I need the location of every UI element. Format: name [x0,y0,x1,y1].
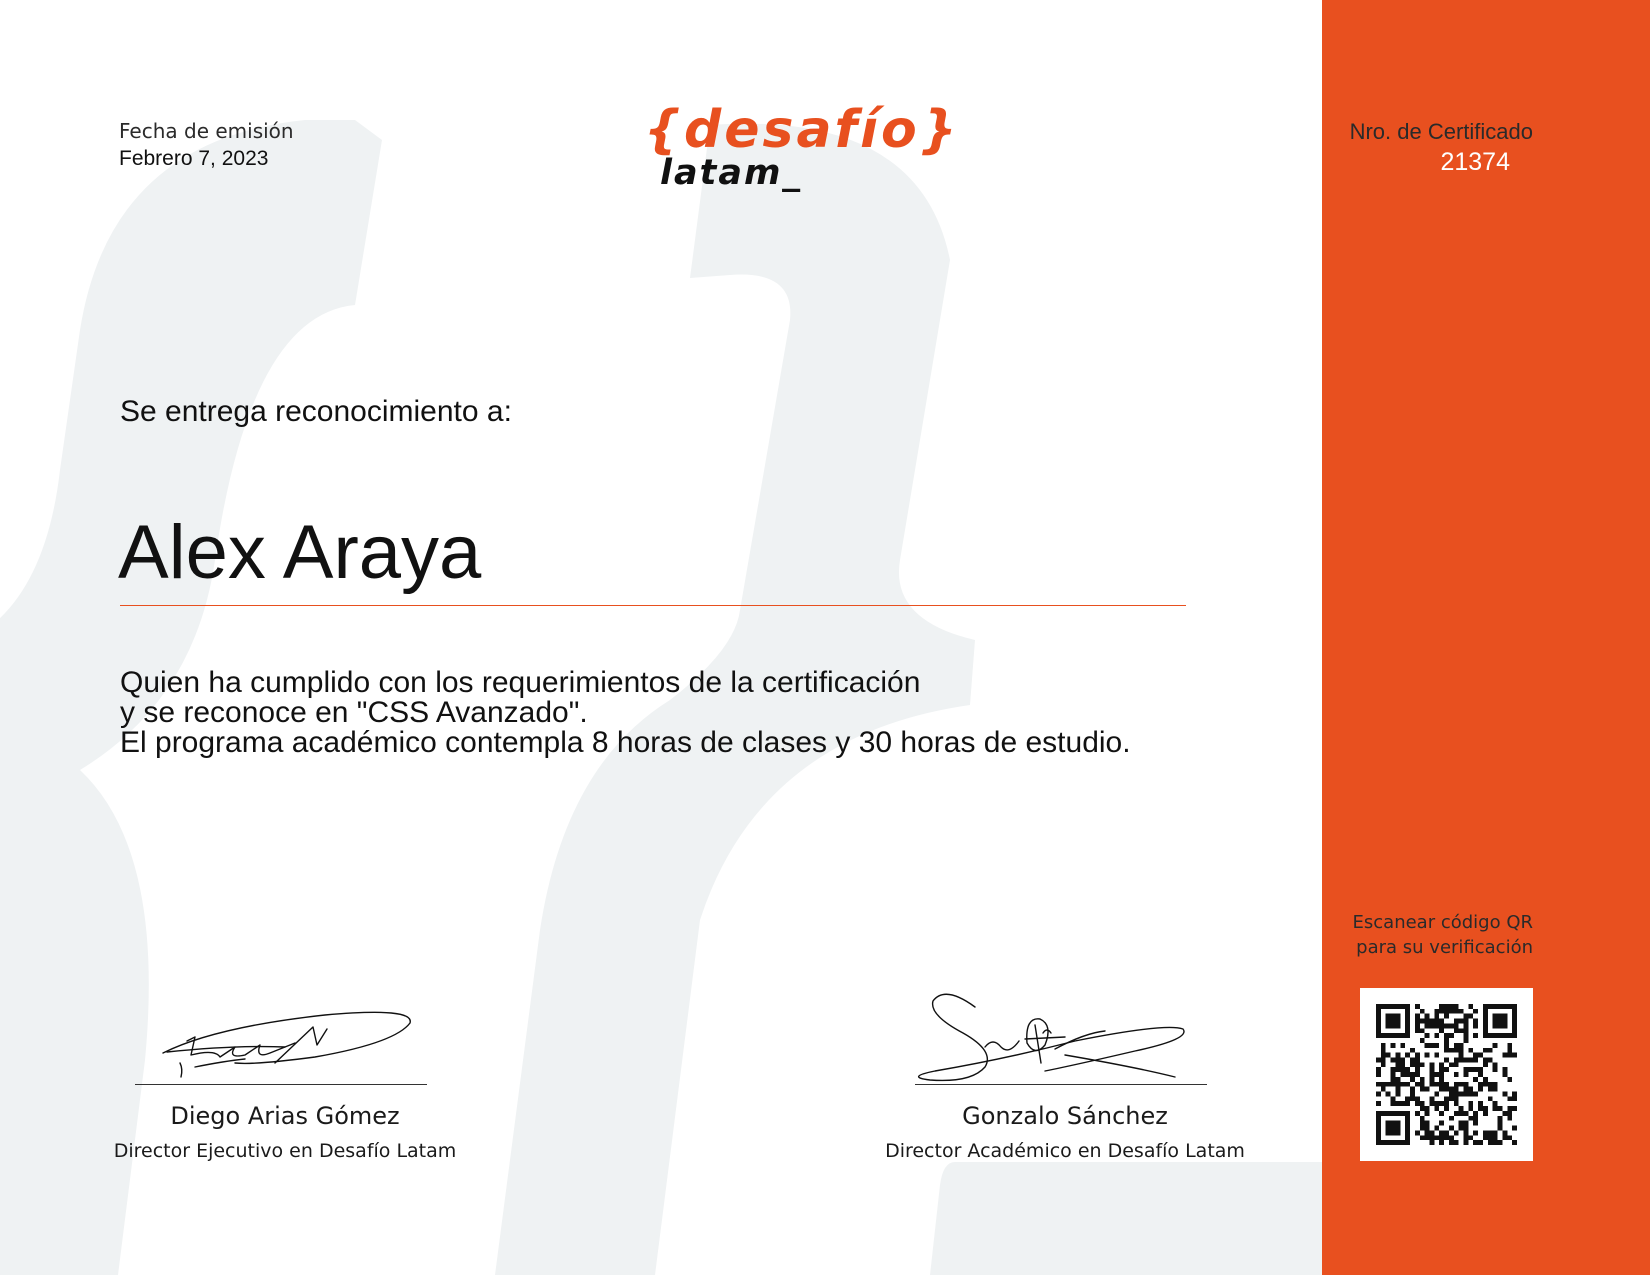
issue-date-label: Fecha de emisión [119,119,294,143]
issue-date-block [119,117,294,173]
qr-caption-line-1: Escanear código QR [1352,912,1533,933]
recipient-underline [120,605,1186,606]
desafio-latam-logo [644,100,960,200]
body-line-2: y se reconoce en "CSS Avanzado". [120,696,588,729]
issue-date-value: Febrero 7, 2023 [119,147,269,170]
handwritten-signature-gonzalo [875,985,1255,1085]
certificate-number-value: 21374 [1440,148,1510,176]
verification-qr-code[interactable] [1360,988,1533,1161]
body-line-1: Quien ha cumplido con los requerimientos de la certificación [120,666,921,699]
qr-caption [1353,910,1533,960]
qr-code-icon [1376,1004,1517,1145]
logo-wordmark-bottom: latam_ [660,153,802,193]
qr-caption-line-2: para su verificación [1356,937,1533,958]
certificate-number-label: Nro. de Certificado [1349,119,1533,144]
signatory-name: Gonzalo Sánchez [962,1102,1168,1130]
signature-block-executive [95,985,475,1185]
certificate-body-text [120,668,1131,758]
qr-modules [1376,1004,1517,1145]
signatory-role: Director Académico en Desafío Latam [885,1140,1245,1162]
signatory-role: Director Ejecutivo en Desafío Latam [113,1140,457,1162]
signatory-name: Diego Arias Gómez [170,1102,400,1130]
recipient-name: Alex Araya [118,510,482,595]
logo-wordmark-top: {desafío} [644,100,960,160]
signature-block-academic [875,985,1255,1185]
recognition-intro: Se entrega reconocimiento a: [120,395,512,428]
body-line-3: El programa académico contempla 8 horas de clases y 30 horas de estudio. [120,726,1131,759]
signature-line [915,1084,1207,1085]
signature-line [135,1084,427,1085]
handwritten-signature-diego [95,985,475,1085]
